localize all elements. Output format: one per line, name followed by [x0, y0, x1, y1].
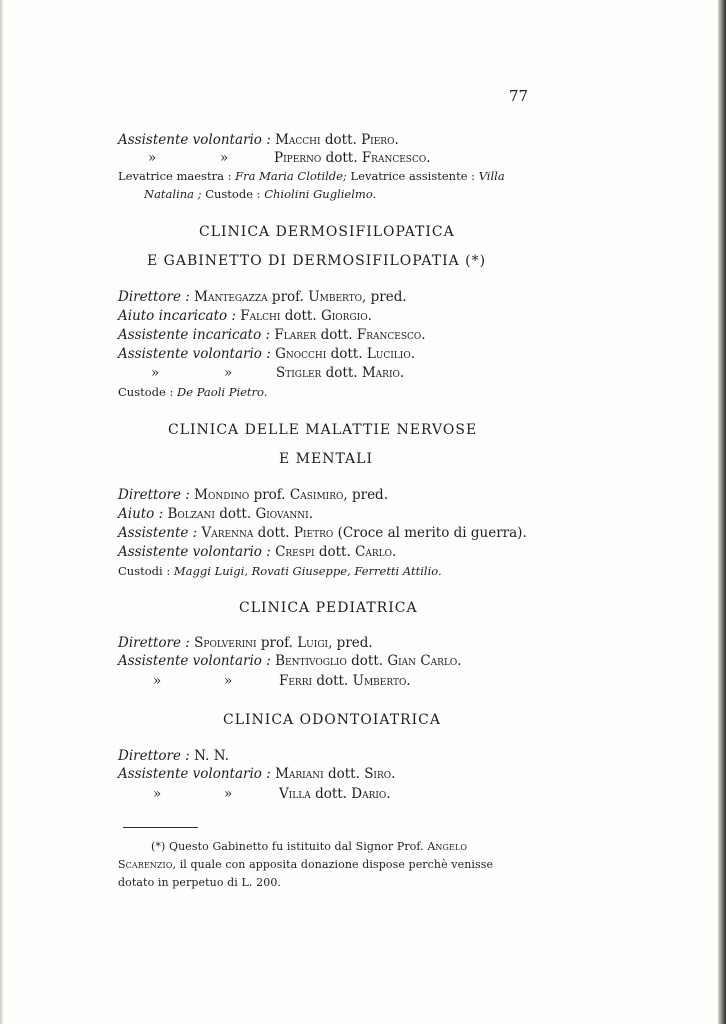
- levatrice-line: [118, 171, 505, 183]
- levatrice-assistente-name: Villa: [478, 169, 505, 183]
- role-label: Assistente volontario :: [118, 544, 271, 560]
- ditto-mark: »: [224, 365, 233, 381]
- first-name: Gian Carlo.: [387, 653, 462, 669]
- title: dott.: [351, 653, 384, 669]
- footnote-line: [151, 841, 467, 852]
- note: pred.: [336, 635, 373, 651]
- first-name: Piero.: [361, 132, 399, 148]
- first-name: Casimiro,: [289, 487, 348, 503]
- first-name: Lucilio.: [366, 346, 416, 362]
- title: dott.: [316, 673, 349, 689]
- section-heading: CLINICA DERMOSIFILOPATICA: [199, 224, 455, 240]
- first-name: Francesco.: [356, 327, 426, 343]
- title: dott.: [219, 506, 252, 522]
- custode-label: Custode :: [118, 385, 174, 399]
- custodi-label: Custodi :: [118, 564, 171, 578]
- first-name: Giovanni.: [255, 506, 313, 522]
- first-name: Siro.: [364, 766, 396, 782]
- role-label: Direttore :: [118, 748, 190, 764]
- staff-row: [118, 768, 395, 782]
- role-label: Assistente volontario :: [118, 132, 271, 148]
- levatrice-label: Levatrice maestra :: [118, 169, 232, 183]
- page-left-edge: [0, 0, 4, 1024]
- title: dott.: [315, 786, 347, 802]
- staff-row: [118, 655, 462, 669]
- role-label: Assistente volontario :: [118, 653, 271, 669]
- role-label: Assistente incaricato :: [118, 327, 271, 343]
- custodi-names: Maggi Luigi, Rovati Giuseppe, Ferretti Attilio.: [173, 564, 442, 578]
- surname: Gnocchi: [275, 346, 327, 362]
- ditto-mark: »: [224, 673, 233, 689]
- surname: Macchi: [275, 132, 321, 148]
- note: pred.: [370, 289, 407, 305]
- role-label: Assistente volontario :: [118, 346, 271, 362]
- title: dott.: [325, 150, 358, 166]
- staff-row: [276, 367, 404, 381]
- ditto-mark: »: [153, 673, 162, 689]
- title: dott.: [257, 525, 290, 541]
- first-name: Pietro: [293, 525, 334, 541]
- levatrice-name: Fra Maria Clotilde;: [235, 169, 347, 183]
- staff-row: [118, 546, 396, 560]
- footnote-rule: [123, 827, 198, 828]
- surname: Bentivoglio: [275, 653, 347, 669]
- staff-row: [118, 329, 426, 343]
- ditto-mark: »: [148, 150, 157, 166]
- staff-row: [118, 527, 527, 541]
- custode-label: Custode :: [205, 187, 261, 201]
- first-name: Dario.: [351, 786, 391, 802]
- surname: Crespi: [275, 544, 315, 560]
- section-heading: CLINICA DELLE MALATTIE NERVOSE: [168, 422, 478, 438]
- footnote-name: Scarenzio,: [118, 858, 177, 871]
- role-label: Assistente :: [118, 525, 198, 541]
- footnote-line: [118, 859, 493, 870]
- role-label: Direttore :: [118, 289, 190, 305]
- surname: Mondino: [194, 487, 250, 503]
- role-label: Direttore :: [118, 487, 190, 503]
- role-label: Assistente volontario :: [118, 766, 271, 782]
- title: prof.: [271, 289, 304, 305]
- staff-row: [118, 750, 229, 764]
- first-name: Carlo.: [355, 544, 397, 560]
- staff-row: [118, 291, 407, 305]
- first-name: Umberto.: [352, 673, 411, 689]
- section-heading: CLINICA ODONTOIATRICA: [223, 712, 441, 728]
- surname: Ferri: [279, 673, 313, 689]
- surname: Piperno: [274, 150, 322, 166]
- page-right-edge: [718, 0, 726, 1024]
- title: dott.: [284, 308, 317, 324]
- surname: N. N.: [194, 748, 229, 764]
- first-name: Giorgio.: [320, 308, 372, 324]
- staff-row: [118, 489, 388, 503]
- title: prof.: [260, 635, 293, 651]
- title: dott.: [324, 132, 357, 148]
- surname: Spolverini: [194, 635, 257, 651]
- custode-name: Chiolini Guglielmo.: [264, 187, 377, 201]
- custodi-line: [118, 566, 442, 578]
- surname: Varenna: [201, 525, 254, 541]
- ditto-mark: »: [224, 786, 233, 802]
- surname: Villa: [279, 786, 311, 802]
- first-name: Mario.: [361, 365, 405, 381]
- custode-name: De Paoli Pietro.: [177, 385, 268, 399]
- staff-row: [118, 310, 372, 324]
- section-heading: E GABINETTO DI DERMOSIFILOPATIA (*): [147, 253, 487, 269]
- role-label: Direttore :: [118, 635, 190, 651]
- staff-row: [274, 152, 431, 166]
- footnote-name: Angelo: [427, 840, 468, 853]
- first-name: Umberto,: [308, 289, 367, 305]
- footnote-text: il quale con apposita donazione dispose perchè venisse: [179, 858, 494, 871]
- surname: Bolzani: [167, 506, 215, 522]
- title: prof.: [253, 487, 286, 503]
- staff-row: [118, 637, 373, 651]
- ditto-mark: »: [153, 786, 162, 802]
- surname: Mariani: [275, 766, 324, 782]
- title: dott.: [320, 327, 353, 343]
- note: pred.: [351, 487, 388, 503]
- note: (Croce al merito di guerra).: [337, 525, 527, 541]
- custode-line: [144, 189, 376, 201]
- section-heading: E MENTALI: [279, 451, 373, 467]
- staff-row: [118, 134, 399, 148]
- ditto-mark: »: [151, 365, 160, 381]
- levatrice-assistente-name-cont: Natalina ;: [144, 187, 202, 201]
- footnote-line: dotato in perpetuo di L. 200.: [118, 876, 282, 889]
- page-number: 77: [509, 87, 529, 105]
- role-label: Aiuto incaricato :: [118, 308, 236, 324]
- title: dott.: [318, 544, 351, 560]
- staff-row: [118, 348, 415, 362]
- first-name: Francesco.: [361, 150, 431, 166]
- section-heading: CLINICA PEDIATRICA: [239, 600, 418, 616]
- first-name: Luigi,: [297, 635, 333, 651]
- surname: Flarer: [274, 327, 317, 343]
- surname: Mantegazza: [194, 289, 268, 305]
- footnote-text: (*) Questo Gabinetto fu istituito dal Signor Prof.: [151, 840, 424, 853]
- staff-row: [279, 788, 391, 802]
- levatrice-assistente-label: Levatrice assistente :: [350, 169, 476, 183]
- custode-line: [118, 387, 267, 399]
- staff-row: [118, 508, 313, 522]
- title: dott.: [325, 365, 358, 381]
- staff-row: [279, 675, 411, 689]
- ditto-mark: »: [220, 150, 229, 166]
- role-label: Aiuto :: [118, 506, 164, 522]
- title: dott.: [330, 346, 363, 362]
- surname: Falchi: [240, 308, 281, 324]
- title: dott.: [327, 766, 360, 782]
- surname: Stigler: [276, 365, 322, 381]
